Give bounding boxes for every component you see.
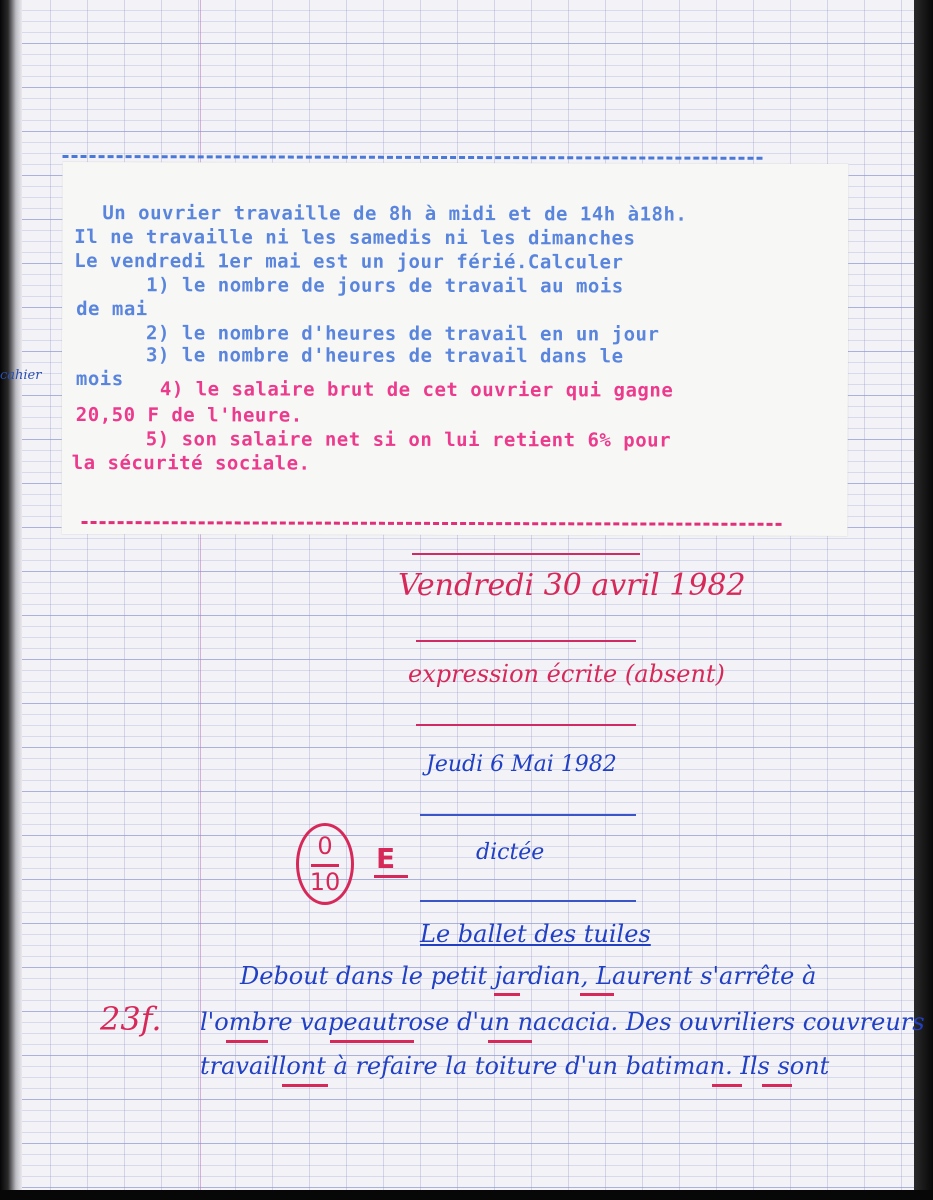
problem-line: de mai (76, 298, 148, 321)
correction-underline (762, 1084, 792, 1087)
date-heading-thursday: Jeudi 6 Mai 1982 (426, 752, 617, 777)
problem-line: Il ne travaille ni les samedis ni les dimanches (74, 226, 636, 250)
problem-line: 5) son salaire net si on lui retient 6% pour (145, 428, 672, 452)
separator-line (416, 724, 636, 726)
problem-line: 4) le salaire brut de cet ouvrier qui gagne (159, 378, 674, 402)
correction-underline (712, 1084, 742, 1087)
problem-line: Un ouvrier travaille de 8h à midi et de 14h à18h. (102, 202, 688, 226)
separator-line (420, 814, 636, 816)
grade-circle (296, 823, 354, 905)
notebook-binding-edge (0, 0, 22, 1200)
dictation-line: l'ombre vapeautrose d'un nacacia. Des ouvriliers couvreurs (200, 1008, 925, 1036)
grade-letter-underline (374, 875, 408, 878)
grade-letter: E (376, 842, 396, 875)
separator-line (420, 900, 636, 902)
problem-line: la sécurité sociale. (71, 451, 311, 475)
correction-underline (282, 1084, 328, 1087)
error-count: 23f. (100, 1000, 162, 1038)
correction-underline (580, 993, 614, 996)
correction-underline (330, 1040, 414, 1043)
grade-score: 0 (317, 832, 333, 860)
problem-line: 20,50 F de l'heure. (75, 404, 303, 427)
separator-line (412, 553, 640, 555)
pasted-problem-sheet (62, 162, 849, 536)
subject-expression-ecrite: expression écrite (absent) (408, 660, 725, 688)
correction-underline (226, 1040, 268, 1043)
fraction-bar (311, 864, 339, 867)
subject-dictee: dictée (476, 840, 545, 865)
problem-line: 2) le nombre d'heures de travail en un jour (146, 322, 660, 346)
date-heading-friday: Vendredi 30 avril 1982 (398, 568, 746, 603)
problem-line: mois (75, 368, 124, 391)
dictation-line: Debout dans le petit jardian, Laurent s'arrête à (240, 962, 817, 990)
grade-out-of: 10 (309, 868, 341, 896)
problem-line: Le vendredi 1er mai est un jour férié.Calculer (74, 250, 624, 274)
dictation-title: Le ballet des tuiles (420, 920, 651, 948)
scan-bottom-edge (0, 1190, 933, 1200)
sheet-bottom-border (82, 521, 782, 526)
separator-line (416, 640, 636, 642)
problem-line: 3) le nombre d'heures de travail dans le (145, 344, 624, 368)
margin-note: cahier (0, 368, 42, 383)
problem-line: 1) le nombre de jours de travail au mois (146, 274, 624, 298)
correction-underline (488, 1040, 532, 1043)
correction-underline (494, 993, 520, 996)
dictation-line: travaillont à refaire la toiture d'un batiman. Ils sont (200, 1052, 830, 1080)
